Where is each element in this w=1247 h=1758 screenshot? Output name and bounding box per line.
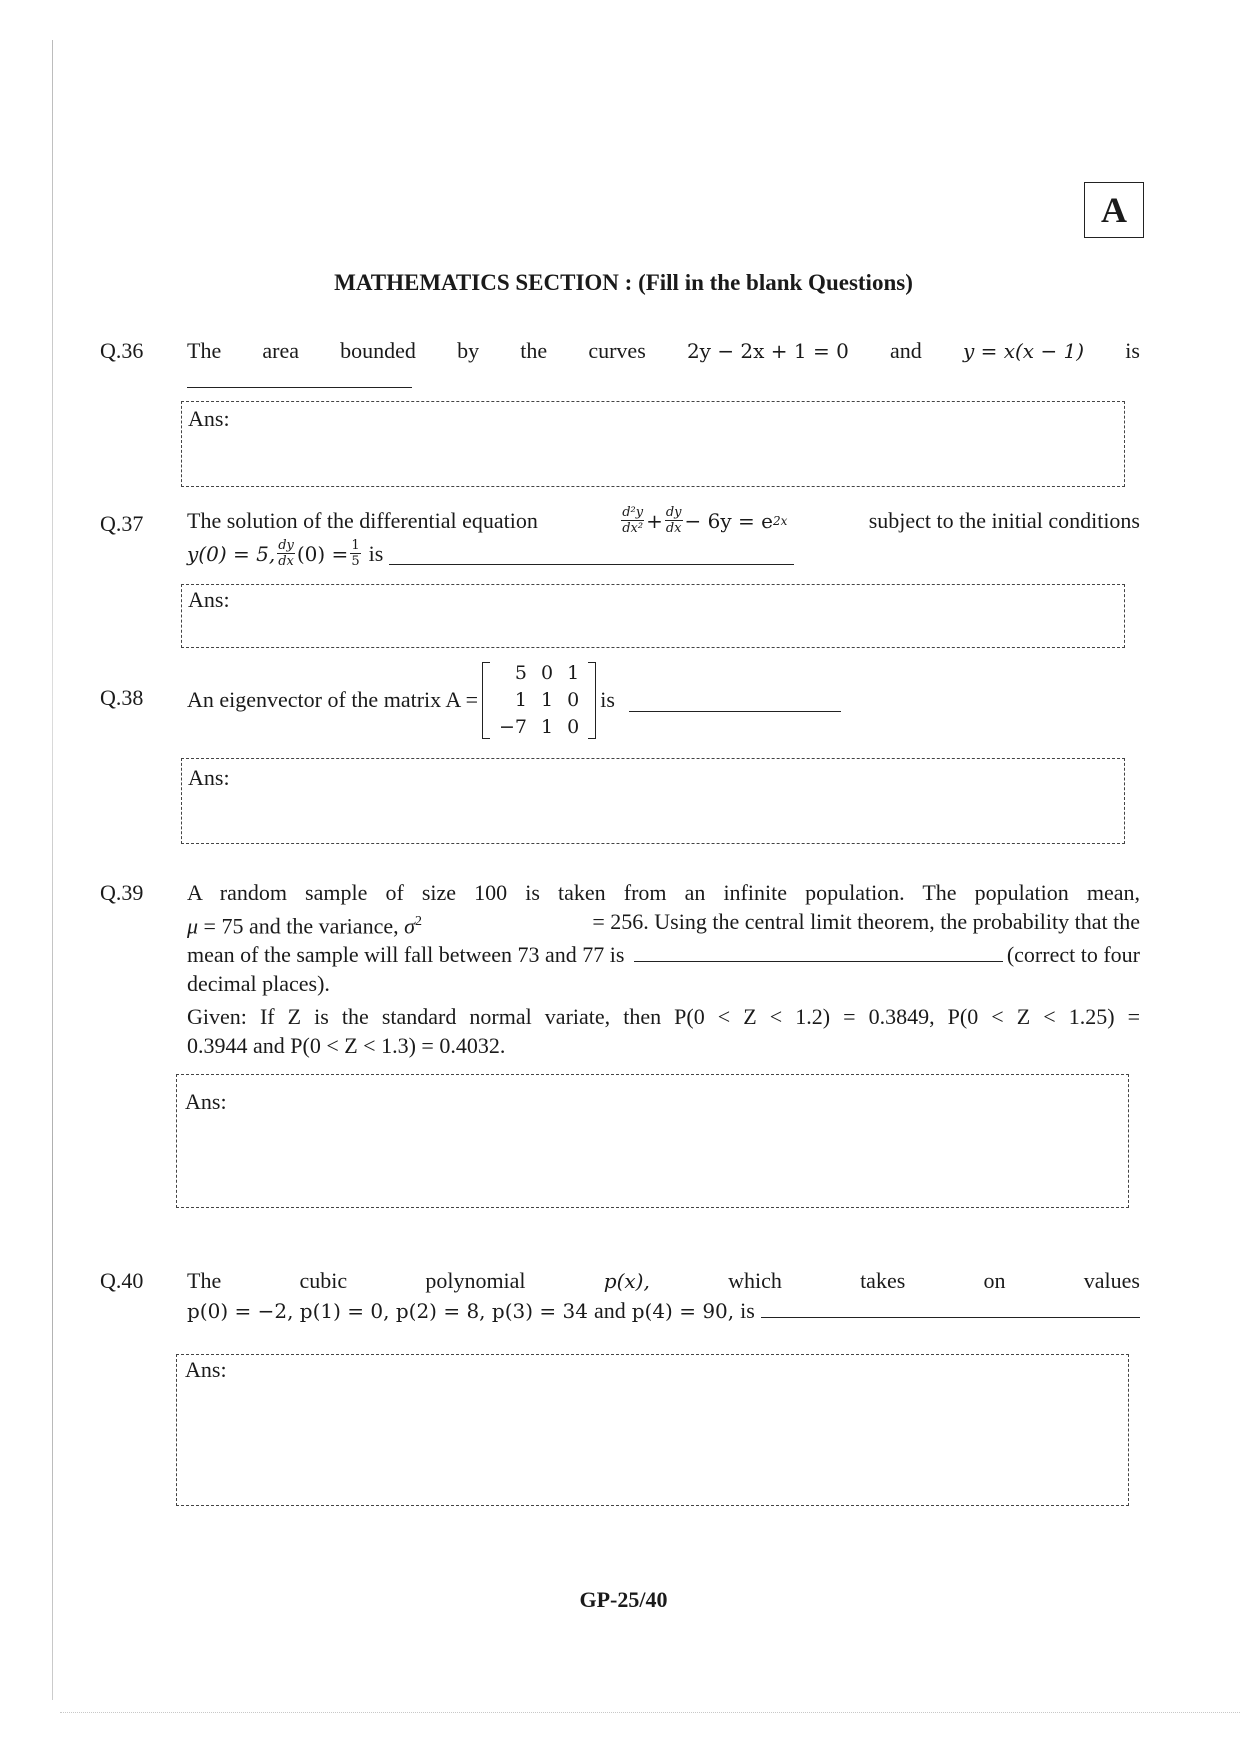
word: bounded (340, 338, 416, 363)
equation: 2y − 2x + 1 = 0 (686, 339, 849, 363)
answer-blank (634, 943, 1002, 962)
answer-blank (629, 689, 841, 712)
set-label-box (1084, 182, 1144, 238)
matrix-cell: −7 (499, 715, 528, 738)
matrix-cell: 0 (541, 661, 554, 684)
answer-box[interactable] (176, 1074, 1129, 1208)
answer-label: Ans: (188, 406, 230, 431)
answer-blank (761, 1299, 1140, 1318)
answer-blank (389, 542, 794, 565)
answer-label: Ans: (188, 587, 230, 612)
scan-bottom-edge (60, 1712, 1240, 1713)
answer-box[interactable] (176, 1354, 1129, 1506)
question-number: Q.37 (100, 511, 144, 536)
word: The (187, 338, 222, 363)
word: area (262, 338, 299, 363)
question-text: The cubic polynomial p(x), which takes on values p(0) = −2, p(1) = 0, p(2) = 8, p(3) = 34 and p(4) = 90, is (187, 1268, 1140, 1323)
fraction: $\frac{dy}{dx}$ (278, 538, 294, 569)
matrix-cell: 5 (514, 661, 528, 684)
question-38 (100, 655, 1140, 745)
equation: y = x(x − 1) (962, 339, 1085, 363)
equation: $\frac{\text{d²y}}{\text{dx²}}$ + $\frac{dy}{dx}$ − 6y = e 2x (622, 505, 788, 536)
page-footer: GP-25/40 (579, 1587, 668, 1612)
word: curves (588, 338, 646, 363)
matrix-cell: 1 (541, 715, 554, 738)
word: and (890, 338, 922, 363)
matrix-cell: 0 (567, 688, 580, 711)
fraction: $\frac{\text{d²y}}{\text{dx²}}$ (622, 505, 644, 536)
text: subject to the initial conditions (868, 507, 1140, 533)
answer-blank (187, 367, 412, 388)
question-text (187, 505, 1140, 569)
matrix-cell: 1 (567, 661, 580, 684)
fraction: $\frac{dy}{dx}$ (665, 505, 682, 536)
answer-label: Ans: (188, 765, 230, 790)
question-37 (100, 505, 1140, 577)
matrix-a (482, 660, 596, 741)
answer-label: Ans: (185, 1089, 227, 1114)
answer-box[interactable] (181, 584, 1125, 648)
question-text: A random sample of size 100 is taken from an infinite population. The population mean, μ = 75 and the variance, $\sigma^2$ = 256. Using the central limit theorem, the probability that the mean of the sample will fall between 73 and 77 is (correct to four decimal places). Given: If Z is the standard normal variate, then P(0 < Z < 1.2) = 0.3849, P(0 < Z < 1.25) = 0.3944 and P(0 < Z < 1.3) = 0.4032. (187, 880, 1140, 1059)
answer-box[interactable] (181, 401, 1125, 487)
word: the (520, 338, 548, 363)
question-number: Q.39 (100, 880, 144, 905)
question-number: Q.36 (100, 338, 144, 363)
question-text: An eigenvector of the matrix A = 5 0 1 1 1 0 −7 1 0 is (187, 655, 1140, 745)
fraction: $\frac{1}{5}$ (351, 538, 360, 569)
answer-label: Ans: (185, 1357, 227, 1382)
question-36 (100, 336, 1140, 396)
answer-box[interactable] (181, 758, 1125, 844)
matrix-cell: 1 (541, 688, 554, 711)
question-number: Q.40 (100, 1268, 144, 1293)
question-39 (100, 878, 1140, 1058)
section-title: MATHEMATICS SECTION : (Fill in the blank Questions) (334, 270, 913, 295)
initial-conditions: y(0) = 5, $\frac{dy}{dx}$ (0) = $\frac{1}{5}$ is (187, 538, 1140, 569)
question-text (187, 336, 1140, 396)
word: by (457, 338, 480, 363)
matrix-cell: 0 (567, 715, 580, 738)
text: The solution of the differential equation (187, 507, 538, 533)
word: is (1125, 338, 1140, 363)
matrix-cell: 1 (514, 688, 528, 711)
set-label: A (1101, 190, 1127, 230)
question-number: Q.38 (100, 685, 144, 710)
question-40 (100, 1266, 1140, 1326)
